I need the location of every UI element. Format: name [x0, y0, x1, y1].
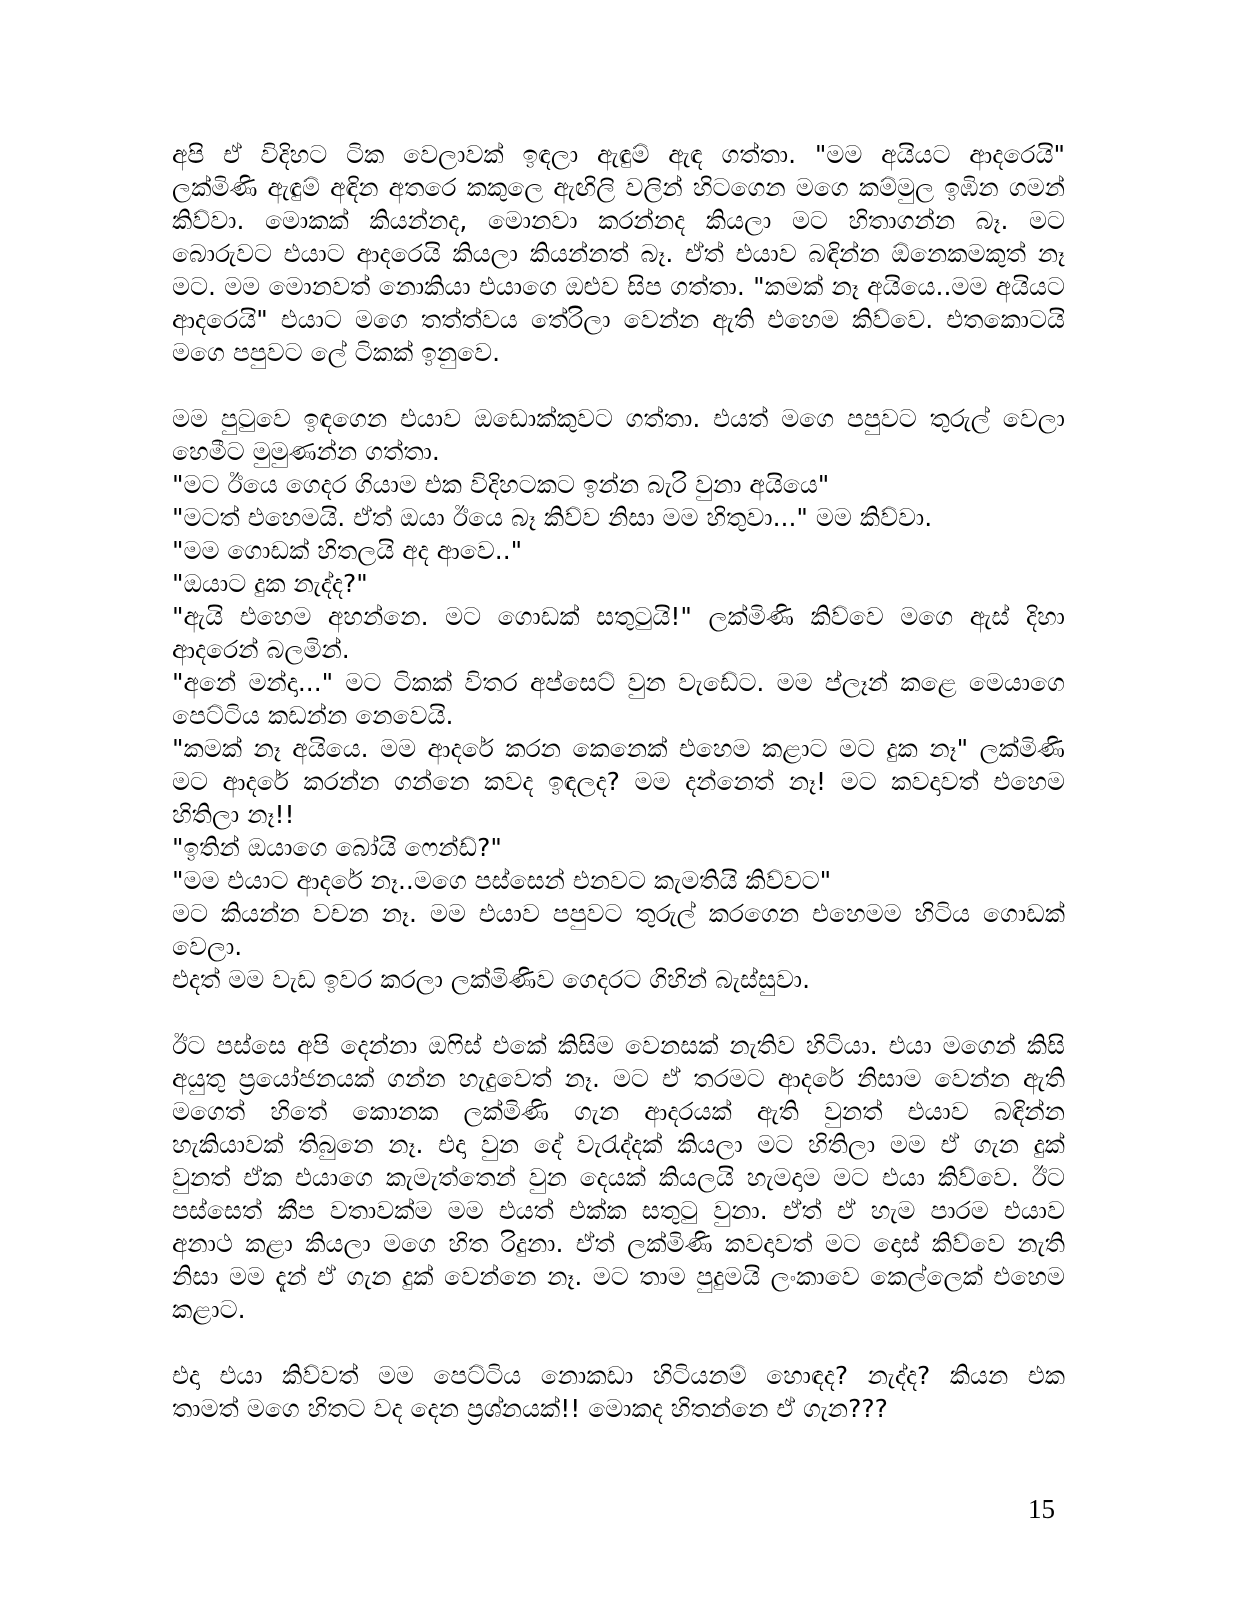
text-line: මම පුටුවෙ ඉඳගෙන එයාව ඔඩොක්කුවට ගත්තා. එයත් මගෙ පපුවට තුරුල් වෙලා: [172, 404, 1065, 433]
text-line: "මම ගොඩක් හිතලයි අද ආවෙ..": [172, 536, 523, 565]
text-line: පෙට්ටිය කඩන්න නෙවෙයි.: [172, 701, 454, 730]
paragraph: [172, 138, 1065, 369]
text-line: කිව්වා. මොකක් කියන්නද, මොනවා කරන්නද කියලා මට හිතාගන්න බෑ. මට: [172, 206, 1065, 235]
text-line: මට කියන්න වචන නෑ. මම එයාව පපුවට තුරුල් කරගෙන එහෙමම හිටිය ගොඩක්: [172, 899, 1065, 928]
paragraph: [172, 1359, 1065, 1425]
text-line: මට. මම මොනවත් නොකියා එයාගෙ ඔළුව සිප ගත්තා. "කමක් නෑ අයියෙ..මම අයියට: [172, 272, 1065, 301]
story-text-block: [172, 138, 1065, 1425]
text-line: මගෙත් හිතේ කොනක ලක්මිණි ගැන ආදරයක් ඇති වුනත් එයාව බඳින්න: [172, 1097, 1065, 1126]
text-line: ආදරෙන් බලමින්.: [172, 635, 350, 664]
text-line: "මට ඊයෙ ගෙදර ගියාම එක විදිහටකට ඉන්න බැරි වුනා අයියෙ": [172, 470, 830, 499]
text-line: "ඇයි එහෙම අහන්නෙ. මට ගොඩක් සතුටුයි!" ලක්මිණි කිව්වෙ මගෙ ඇස් දිහා: [172, 602, 1065, 631]
text-line: ආදරෙයි" එයාට මගෙ තත්ත්වය තේරිලා වෙන්න ඇති එහෙම කිව්වෙ. එතකොටයි: [172, 305, 1065, 334]
text-line: වෙලා.: [172, 932, 243, 961]
text-line: ඊට පස්සෙ අපි දෙන්නා ඔෆිස් එකේ කිසිම වෙනසක් නැතිව හිටියා. එයා මගෙන් කිසි: [172, 1031, 1065, 1060]
text-line: වුනත් ඒක එයාගෙ කැමැත්තෙන් වුන දෙයක් කියලයි හැමදාම මට එයා කිව්වෙ. ඊට: [172, 1163, 1065, 1192]
text-line: මට ආදරේ කරන්න ගන්නෙ කවද ඉඳලද? මම දන්නෙත් නෑ! මට කවදාවත් එහෙම: [172, 767, 1065, 796]
text-line: හෙමීට මුමුණන්න ගත්තා.: [172, 437, 440, 466]
text-line: බොරුවට එයාට ආදරෙයි කියලා කියන්නත් බෑ. ඒත් එයාව බඳින්න ඕනෙකමකුත් නෑ: [172, 239, 1065, 268]
text-line: අපි ඒ විදිහට ටික වෙලාවක් ඉඳලා ඇඳුම් ඇඳ ගත්තා. "මම අයියට ආදරෙයි": [172, 140, 1065, 169]
page-number: 15: [1028, 1494, 1055, 1524]
text-line: "ඔයාට දුක නැද්ද?": [172, 569, 368, 598]
text-line: පස්සෙත් කීප වතාවක්ම මම එයත් එක්ක සතුටු වුනා. ඒත් ඒ හැම පාරම එයාව: [172, 1196, 1065, 1225]
text-line: මගෙ පපුවට ලේ ටිකක් ඉනුවෙ.: [172, 338, 501, 367]
text-line: ලක්මිණි ඇඳුම් අඳින අතරෙ කකුලෙ ඇඟිලි වලින් හිටගෙන මගෙ කම්මුල ඉඹින ගමන්: [172, 173, 1065, 202]
text-line: "මටත් එහෙමයි. ඒත් ඔයා ඊයෙ බෑ කිව්ව නිසා මම හිතුවා..." මම කිව්වා.: [172, 503, 933, 532]
text-line: "අනේ මන්දා..." මට ටිකක් විතර අප්සෙට් වුන වැඩේට. මම ප්ලෑන් කළෙ මෙයාගෙ: [172, 668, 1065, 697]
paragraph: [172, 402, 1065, 996]
paragraph: [172, 1029, 1065, 1326]
text-line: නිසා මම දැන් ඒ ගැන දුක් වෙන්නෙ නෑ. මට තාම පුදුමයි ලංකාවෙ කෙල්ලෙක් එහෙම: [172, 1262, 1065, 1291]
text-line: කළාට.: [172, 1295, 246, 1324]
text-line: තාමත් මගෙ හිතට වද දෙන ප්‍රශ්නයක්!! මොකද හිතන්නෙ ඒ ගැන???: [172, 1394, 888, 1423]
text-line: "මම එයාට ආදරේ නෑ..මගෙ පස්සෙන් එනවට කැමතියි කිව්වට": [172, 866, 832, 895]
text-line: අයුතු ප්‍රයෝජනයක් ගන්න හැදුවෙත් නෑ. මට ඒ තරමට ආදරේ නිසාම වෙන්න ඇති: [172, 1064, 1065, 1093]
text-line: "කමක් නෑ අයියෙ. මම ආදරේ කරන කෙනෙක් එහෙම කළාට මට දුක නෑ" ලක්මිණි: [172, 734, 1065, 763]
text-line: හැකියාවක් තිබුනෙ නෑ. එදා වුන දේ වැරැද්දක් කියලා මට හිතිලා මම ඒ ගැන දුක්: [172, 1130, 1065, 1159]
text-line: එදා එයා කිව්වත් මම පෙට්ටිය නොකඩා හිටියනම් හොඳද? නැද්ද? කියන එක: [172, 1361, 1065, 1390]
text-line: අනාථ කළා කියලා මගෙ හිත රිදුනා. ඒත් ලක්මිණි කවදාවත් මට දොස් කිව්වෙ නැති: [172, 1229, 1065, 1258]
text-line: එදත් මම වැඩ ඉවර කරලා ලක්මිණිව ගෙදරට ගිහින් බැස්සුවා.: [172, 965, 811, 994]
text-line: "ඉතින් ඔයාගෙ බෝයි ෆෙන්ඩ්?": [172, 833, 502, 862]
text-line: හිතිලා නෑ!!: [172, 800, 295, 829]
